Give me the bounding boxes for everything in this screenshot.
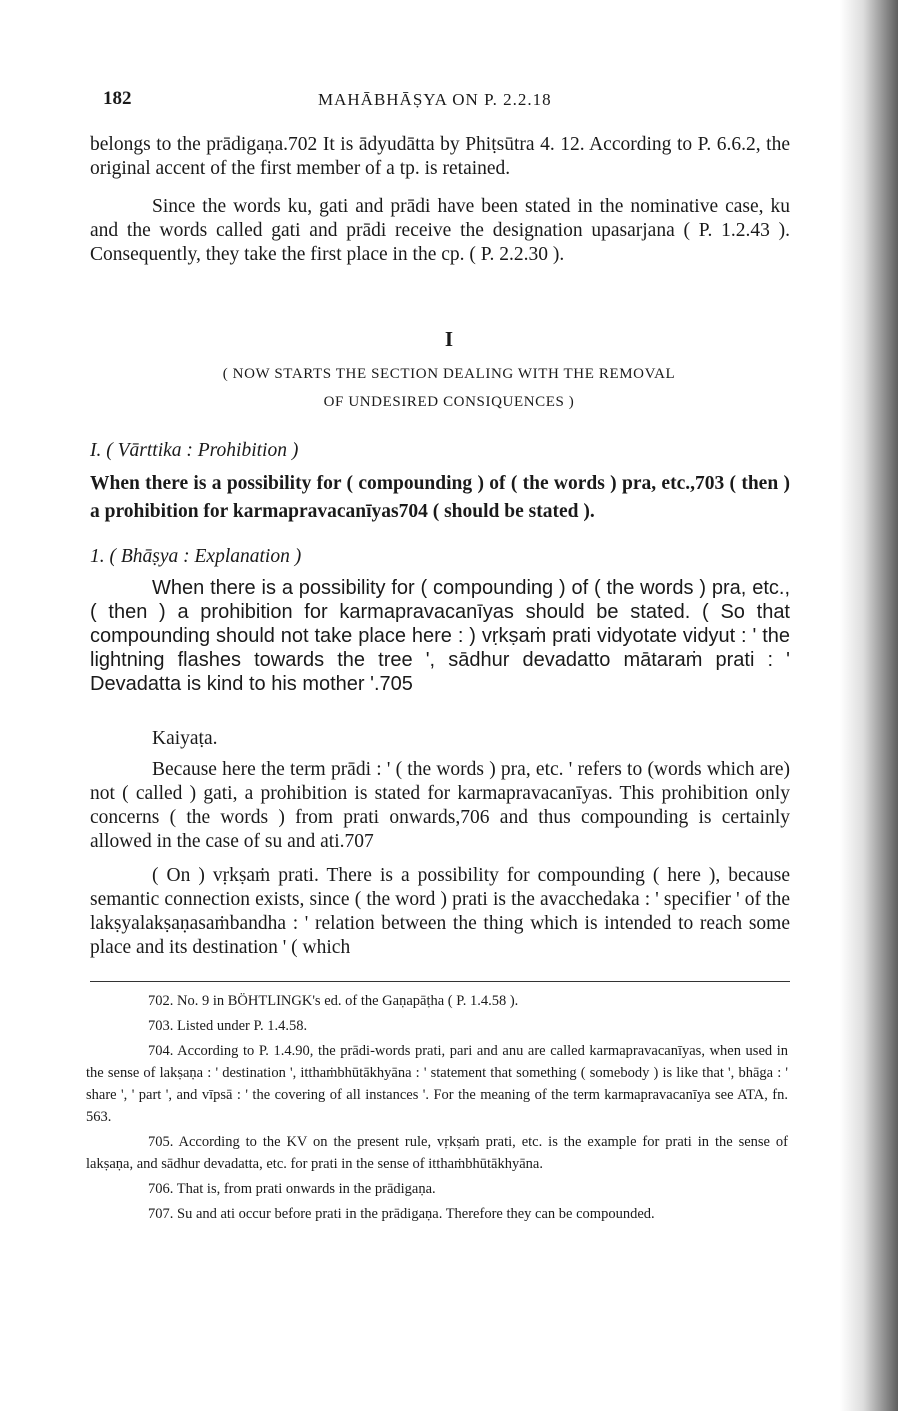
footnote-706: 706. That is, from prati onwards in the prādigaṇa. xyxy=(148,1181,436,1197)
kaiyata-heading: Kaiyaṭa. xyxy=(152,728,218,749)
running-head: MAHĀBHĀṢYA ON P. 2.2.18 xyxy=(318,90,552,109)
varttika-heading: I. ( Vārttika : Prohibition ) xyxy=(90,440,299,461)
footnote-707: 707. Su and ati occur before prati in the prādigaṇa. Therefore they can be compounded. xyxy=(148,1206,655,1222)
footnote-702: 702. No. 9 in BÖHTLINGK's ed. of the Gaṇapāṭha ( P. 1.4.58 ). xyxy=(148,993,519,1009)
section-title-line-1: ( NOW STARTS THE SECTION DEALING WITH THE REMOVAL xyxy=(222,366,676,382)
footnote-703: 703. Listed under P. 1.4.58. xyxy=(148,1018,308,1034)
kaiyata-section xyxy=(90,758,790,960)
varttika-text: When there is a possibility for ( compounding ) of ( the words ) pra, etc.,703 ( then ) a prohibition for karmapravacanīyas704 ( should be stated ). xyxy=(90,473,790,522)
page-number: 182 xyxy=(103,88,132,109)
intro-paragraph-1: belongs to the prādigaṇa.702 It is ādyudātta by Phiṭsūtra 4. 12. According to P. 6.6.2, the original accent of the first member of a tp. is retained. xyxy=(90,134,790,179)
section-numeral: I xyxy=(444,327,454,351)
footnote-divider xyxy=(90,981,790,982)
footnotes xyxy=(86,990,788,1225)
footnote-704: 704. According to P. 1.4.90, the prādi-words prati, pari and anu are called karmapravacanīyas, when used in the sense of lakṣaṇa : ' destination ', itthaṁbhūtākhyāna : ' statement that something ( somebody ) is like that ', bhāga : ' share ', ' part ', and vīpsā : ' the covering of all instances '. For the meaning of the term karmapravacanīya see ATA, fn. 563. xyxy=(86,1043,788,1125)
section-title-line-2: OF UNDESIRED CONSIQUENCES ) xyxy=(323,394,575,410)
kaiyata-paragraph-2: ( On ) vṛkṣaṁ prati. There is a possibility for compounding ( here ), because semantic connection exists, since ( the word ) prati is the avacchedaka : ' specifier ' of the lakṣyalakṣaṇasaṁbandha : ' relation between the thing which is intended to reach some place and its destination ' ( which xyxy=(90,865,790,958)
intro-paragraph-2: Since the words ku, gati and prādi have been stated in the nominative case, ku and the words called gati and prādi receive the designation upasarjana ( P. 1.2.43 ). Consequently, they take the first place in the cp. ( P. 2.2.30 ). xyxy=(90,196,790,265)
bhasya-text: When there is a possibility for ( compounding ) of ( the words ) pra, etc., ( then ) a prohibition for karmapravacanīyas should be stated. ( So that compounding should not take place here : ) vṛkṣaṁ prati vidyotate vidyut : ' the lightning flashes towards the tree ', sādhur devadatto mātaraṁ prati : ' Devadatta is kind to his mother '.705 xyxy=(90,577,790,695)
intro-section xyxy=(90,133,790,267)
kaiyata-paragraph-1: Because here the term prādi : ' ( the words ) pra, etc. ' refers to (words which are) not ( called ) gati, a prohibition is stated for karmapravacanīyas. This prohibition only concerns ( the words ) from prati onwards,706 and thus compounding is certainly allowed in the case of su and ati.707 xyxy=(90,759,790,852)
bhasya-heading: 1. ( Bhāṣya : Explanation ) xyxy=(90,546,302,567)
footnote-705: 705. According to the KV on the present rule, vṛkṣaṁ prati, etc. is the example for prati in the sense of lakṣaṇa, and sādhur devadatta, etc. for prati in the sense of itthaṁbhūtākhyāna. xyxy=(86,1134,788,1172)
